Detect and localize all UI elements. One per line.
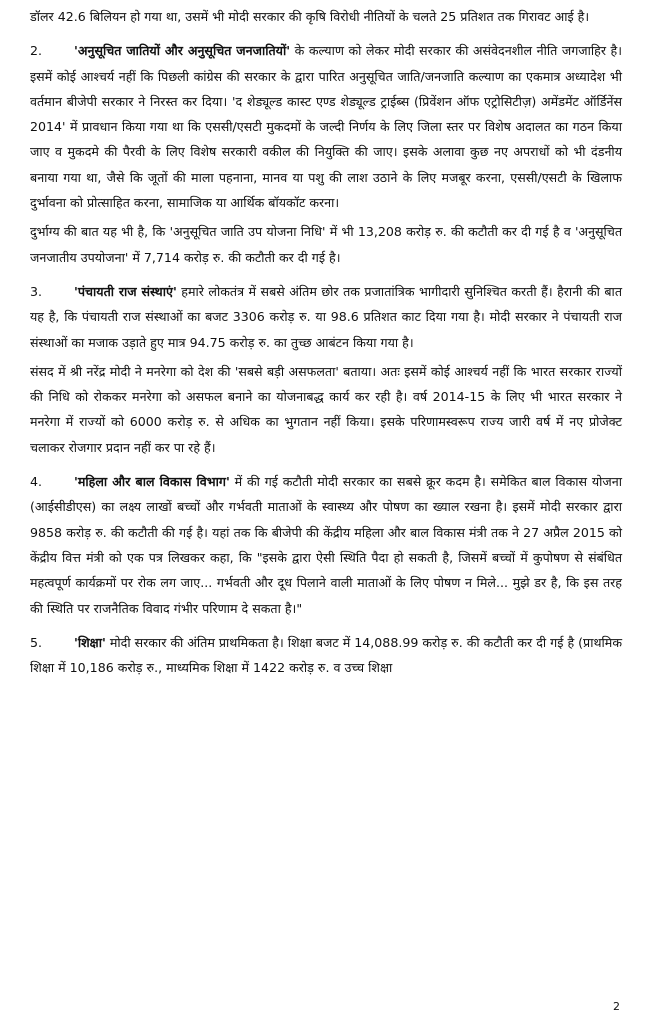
paragraph-number: 3. bbox=[30, 283, 43, 299]
paragraph-heading: 'शिक्षा' bbox=[74, 634, 106, 650]
paragraph-women-child bbox=[30, 469, 622, 621]
page-number: 2 bbox=[613, 1000, 620, 1013]
paragraph-agriculture-exports bbox=[30, 4, 622, 29]
paragraph-number: 2. bbox=[30, 43, 43, 59]
paragraph-education bbox=[30, 630, 622, 681]
paragraph-sc-st bbox=[30, 38, 622, 215]
paragraph-heading: 'महिला और बाल विकास विभाग' bbox=[74, 474, 230, 490]
paragraph-sc-st-subplan bbox=[30, 219, 622, 270]
paragraph-text: डॉलर 42.6 बिलियन हो गया था, उसमें भी मोदी सरकार की कृषि विरोधी नीतियों के चलते 25 प्रतिशत तक गिरावट आई है। bbox=[30, 9, 590, 24]
paragraph-text: हमारे लोकतंत्र में सबसे अंतिम छोर तक प्रजातांत्रिक भागीदारी सुनिश्चित करती हैं। हैरानी की बात यह है, कि पंचायती राज संस्थाओं का बजट 3306 करोड़ रु. या 98.6 प्रतिशत काट दिया गया है। मोदी सरकार ने पंचायती राज संस्थाओं का मजाक उड़ाते हुए मात्र 94.75 करोड़ रु. का तुच्छ आबंटन किया गया है। bbox=[30, 283, 622, 350]
paragraph-text: दुर्भाग्य की बात यह भी है, कि 'अनुसूचित जाति उप योजना निधि' में भी 13,208 करोड़ रु. की कटौती कर दी गई है व 'अनुसूचित जनजातीय उपयोजना' में 7,714 करोड़ रु. की कटौती कर दी गई है। bbox=[30, 224, 622, 265]
paragraph-heading: 'पंचायती राज संस्थाएं' bbox=[74, 283, 177, 299]
paragraph-text: मोदी सरकार की अंतिम प्राथमिकता है। शिक्षा बजट में 14,088.99 करोड़ रु. की कटौती कर दी गई है (प्राथमिक शिक्षा में 10,186 करोड़ रु., माध्यमिक शिक्षा में 1422 करोड़ रु. व उच्च शिक्षा bbox=[30, 634, 622, 676]
paragraph-text: में की गई कटौती मोदी सरकार का सबसे क्रूर कदम है। समेकित बाल विकास योजना (आईसीडीएस) का लक्ष्य लाखों बच्चों और गर्भवती माताओं के स्वास्थ्य और पोषण का ख्याल रखना है। इसमें मोदी सरकार द्वारा 9858 करोड़ रु. की कटौती की गई है। यहां तक कि बीजेपी की केंद्रीय महिला और बाल विकास मंत्री तक ने 27 अप्रैल 2015 को केंद्रीय वित्त मंत्री को एक पत्र लिखकर कहा, कि "इसके द्वारा ऐसी स्थिति पैदा हो सकती है, जिसमें बच्चों में कुपोषण से संबंधित महत्वपूर्ण कार्यक्रमों पर रोक लग जाए... गर्भवती और दूध पिलाने वाली माताओं के लिए पोषण न मिले... मुझे डर है, कि इस तरह की स्थिति पर राजनैतिक विवाद गंभीर परिणाम दे सकता है।" bbox=[30, 474, 622, 616]
paragraph-heading: 'अनुसूचित जातियों और अनुसूचित जनजातियों' bbox=[74, 43, 291, 59]
paragraph-text: संसद में श्री नरेंद्र मोदी ने मनरेगा को देश की 'सबसे बड़ी असफलता' बताया। अतः इसमें कोई आश्चर्य नहीं कि भारत सरकार राज्यों की निधि को रोककर मनरेगा को असफल बनाने का योजनाबद्ध कार्य कर रही है। वर्ष 2014-15 के लिए भी भारत सरकार ने मनरेगा में राज्यों को 6000 करोड़ रु. से अधिक का भुगतान नहीं किया। इसके परिणामस्वरूप राज्य जारी वर्ष में नए प्रोजेक्ट चलाकर रोजगार प्रदान नहीं कर पा रहे हैं। bbox=[30, 363, 622, 455]
paragraph-mgnrega bbox=[30, 359, 622, 460]
paragraph-number: 4. bbox=[30, 474, 43, 490]
paragraph-number: 5. bbox=[30, 634, 43, 650]
paragraph-text: के कल्याण को लेकर मोदी सरकार की असंवेदनशील नीति जगजाहिर है। इसमें कोई आश्चर्य नहीं कि पिछली कांग्रेस की सरकार के द्वारा पारित अनुसूचित जाति/जनजाति कल्याण का एकमात्र अध्यादेश भी वर्तमान बीजेपी सरकार ने निरस्त कर दिया। 'द शेड्यूल्ड कास्ट एण्ड शेड्यूल्ड ट्राईब्स (प्रिवेंशन ऑफ एट्रोसिटीज़) अमेंडमेंट ऑर्डिनेंस 2014' में प्रावधान किया गया था कि एससी/एसटी मुकदमों के जल्दी निर्णय के लिए जिला स्तर पर विशेष अदालत का गठन किया जाए व मुकदमे की पैरवी के लिए विशेष सरकारी वकील की नियुक्ति की जाए। इसके अलावा कुछ नए अपराधों को भी दंडनीय बनाया गया था, जैसे कि जूतों की माला पहनाना, मानव या पशु की लाश उठाने के लिए मजबूर करना, एससी/एसटी के खिलाफ दुर्भावना को प्रोत्साहित करना, सामाजिक या आर्थिक बॉयकॉट करना। bbox=[30, 43, 622, 211]
paragraph-panchayati-raj bbox=[30, 279, 622, 355]
